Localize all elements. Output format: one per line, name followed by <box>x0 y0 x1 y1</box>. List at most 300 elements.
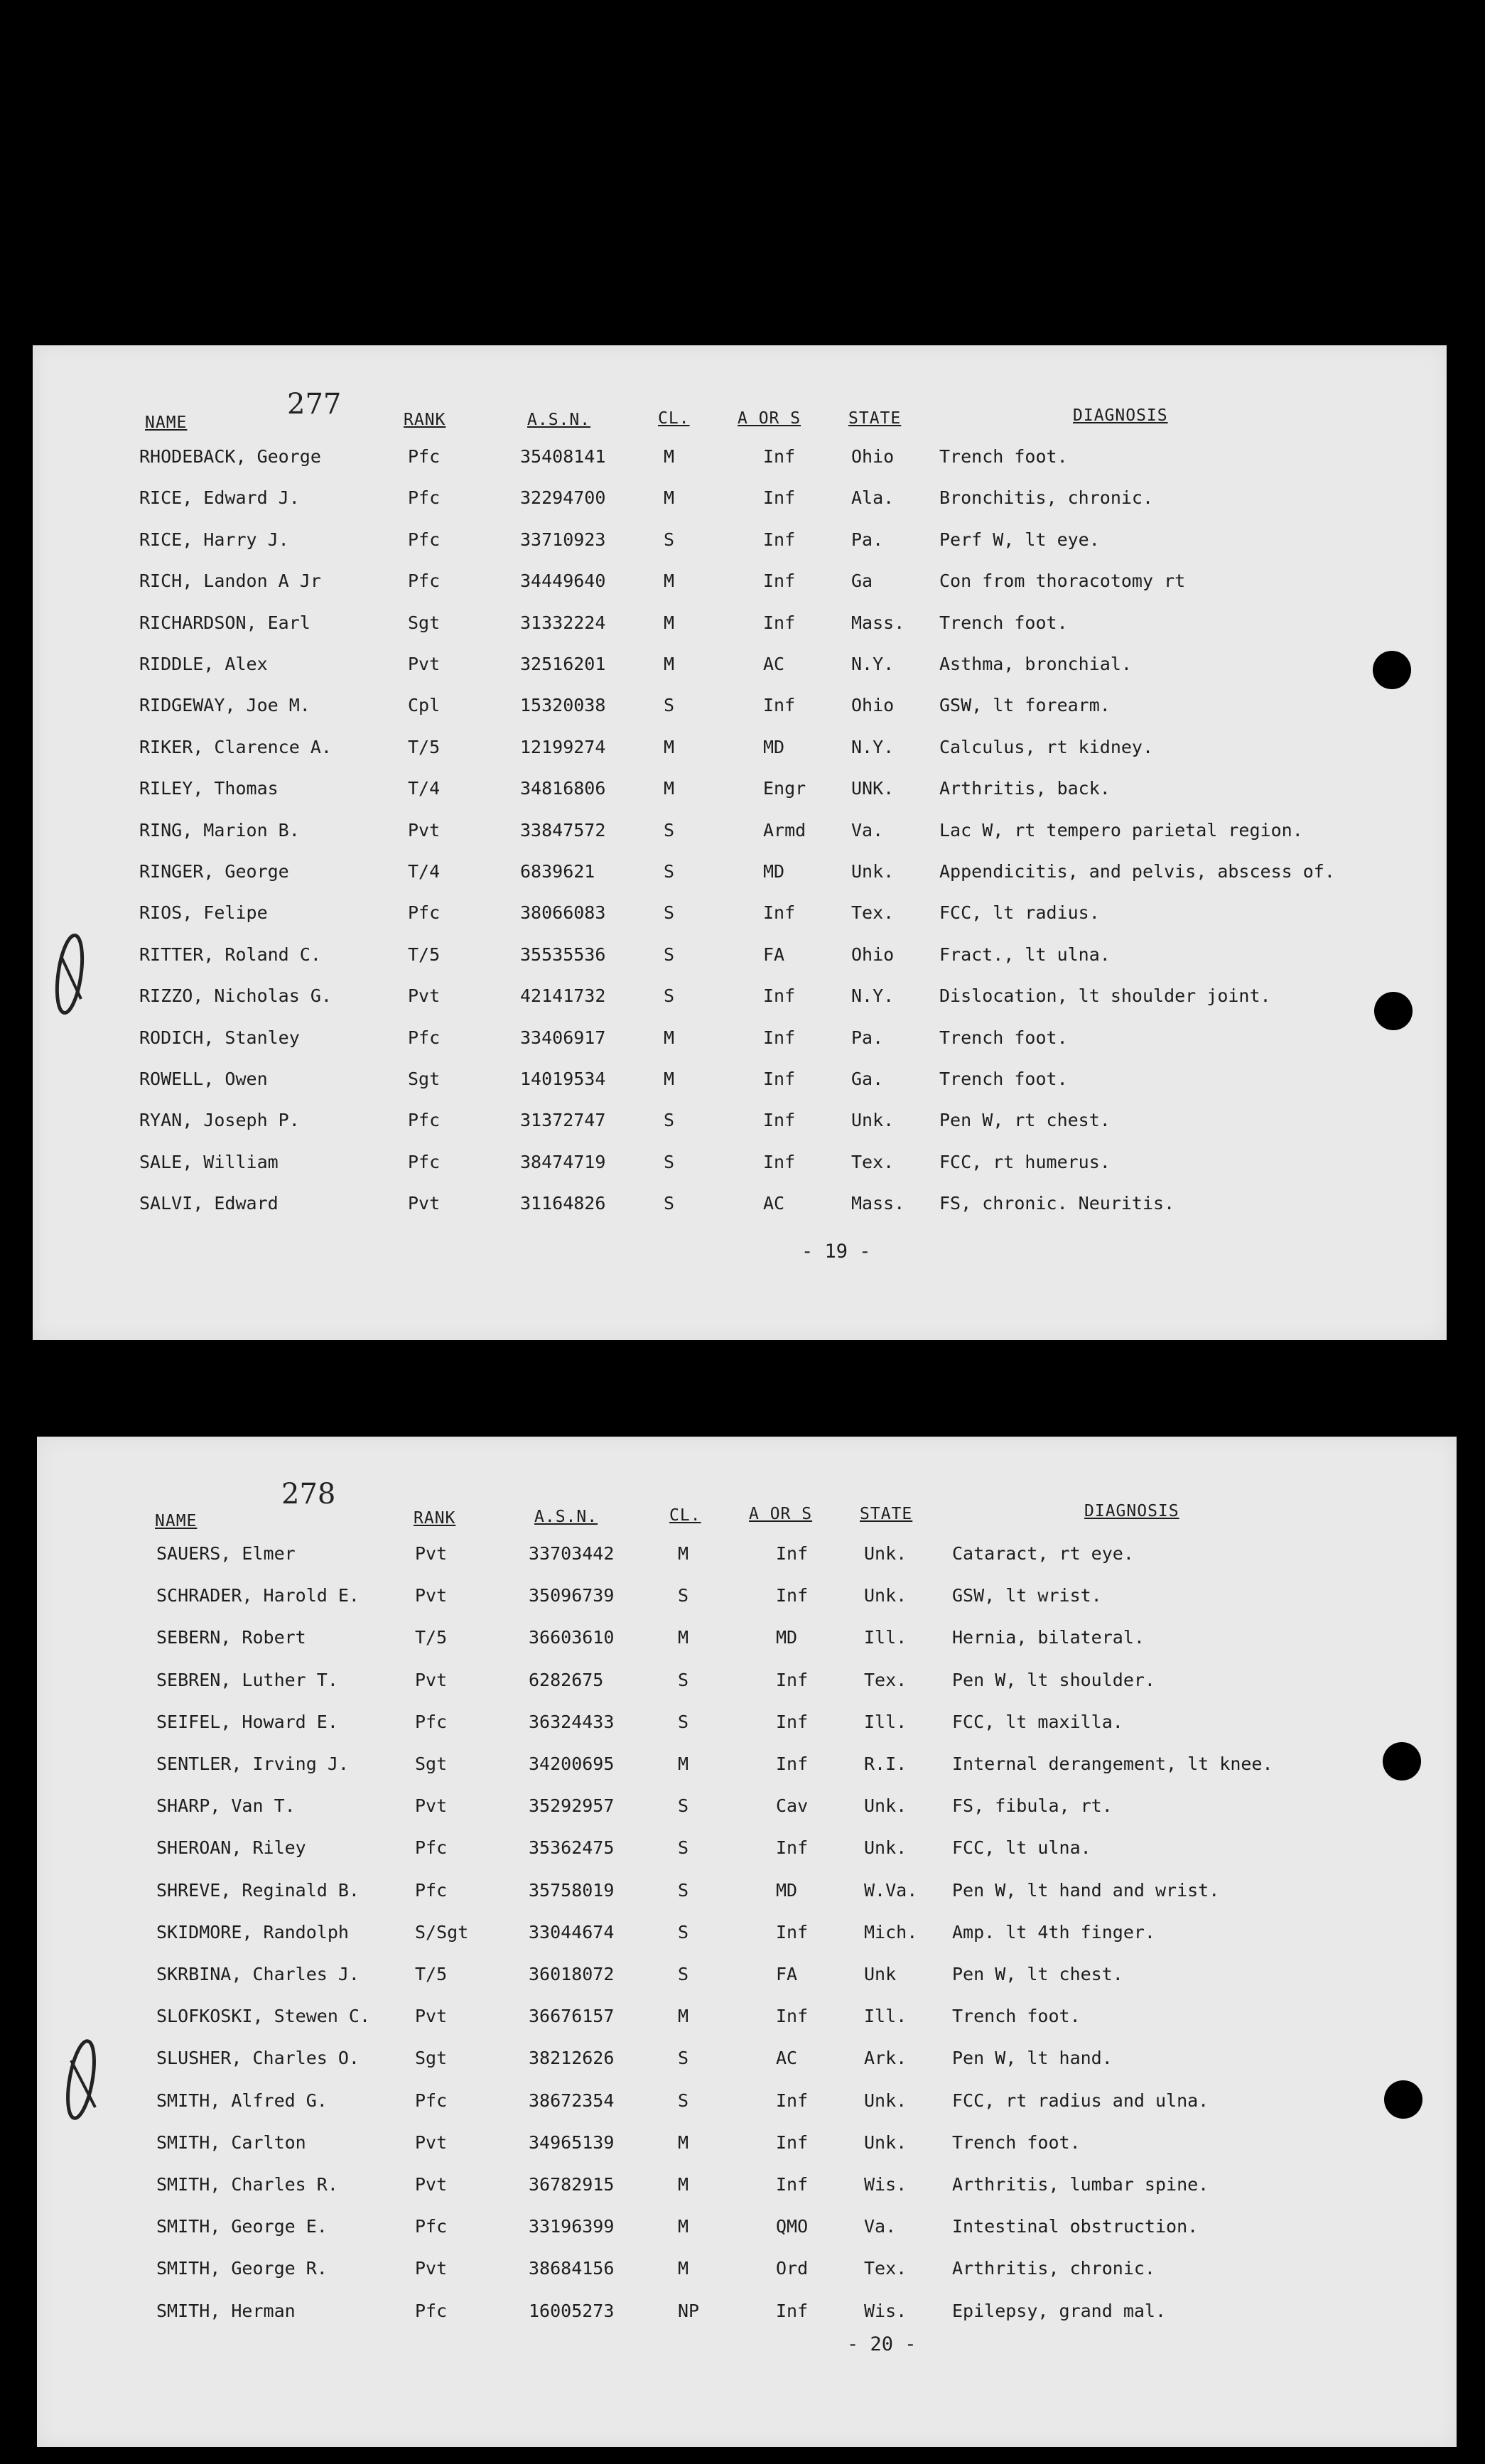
cell-name: RIZZO, Nicholas G. <box>139 985 332 1007</box>
cell-name: RICHARDSON, Earl <box>139 612 310 633</box>
cell-cl: M <box>664 654 675 674</box>
record-row <box>37 2174 1457 2211</box>
cell-cl: M <box>678 2258 689 2279</box>
cell-diagnosis: Calculus, rt kidney. <box>939 736 1154 757</box>
cell-rank: Pfc <box>408 1110 441 1131</box>
cell-diagnosis: Pen W, lt hand and wrist. <box>952 1879 1220 1901</box>
cell-arm: Inf <box>776 1585 809 1606</box>
record-row <box>33 654 1447 691</box>
record-row <box>37 1880 1457 1917</box>
cell-arm: Inf <box>763 1069 796 1089</box>
cell-cl: M <box>678 2174 689 2195</box>
punch-hole <box>1374 992 1413 1030</box>
cell-cl: M <box>678 1754 689 1774</box>
cell-name: RINGER, George <box>139 861 289 882</box>
punch-hole <box>1373 651 1411 689</box>
cell-cl: S <box>664 1151 675 1172</box>
cell-diagnosis: Appendicitis, and pelvis, abscess of. <box>939 861 1335 882</box>
cell-asn: 35408141 <box>520 446 606 467</box>
cell-rank: Pvt <box>408 819 441 841</box>
cell-arm: Inf <box>776 1921 809 1942</box>
cell-asn: 38684156 <box>529 2258 615 2279</box>
cell-asn: 31332224 <box>520 612 606 633</box>
page-number: - 19 - <box>801 1241 871 1263</box>
cell-rank: Pvt <box>415 1795 448 1817</box>
cell-diagnosis: Arthritis, back. <box>939 778 1111 799</box>
cell-arm: Inf <box>763 1110 796 1131</box>
cell-diagnosis: Trench foot. <box>939 1027 1068 1048</box>
cell-arm: Inf <box>763 571 796 592</box>
cell-asn: 33710923 <box>520 529 606 550</box>
cell-name: RICE, Edward J. <box>139 487 300 509</box>
cell-arm: Inf <box>776 2174 809 2195</box>
cell-name: SMITH, Alfred G. <box>156 2090 328 2111</box>
cell-rank: Pvt <box>415 2131 448 2153</box>
cell-arm: Inf <box>776 1543 809 1564</box>
cell-arm: Inf <box>763 487 796 509</box>
cell-diagnosis: Trench foot. <box>939 446 1068 467</box>
header-asn: A.S.N. <box>534 1508 598 1526</box>
cell-rank: Pfc <box>408 902 441 924</box>
record-row <box>33 612 1447 649</box>
cell-diagnosis: Bronchitis, chronic. <box>939 487 1154 509</box>
record-row <box>33 1193 1447 1230</box>
cell-state: Unk <box>864 1964 897 1984</box>
cell-rank: Cpl <box>408 695 441 716</box>
cell-asn: 15320038 <box>520 695 606 716</box>
cell-arm: Inf <box>763 985 796 1007</box>
cell-arm: Inf <box>763 695 796 716</box>
record-row <box>37 1585 1457 1622</box>
cell-name: SEBERN, Robert <box>156 1627 306 1648</box>
cell-arm: Inf <box>763 1027 796 1048</box>
cell-state: Ill. <box>864 1627 907 1648</box>
cell-asn: 32516201 <box>520 654 606 674</box>
cell-cl: M <box>664 612 675 633</box>
cell-state: Mass. <box>851 612 905 633</box>
page-number: - 20 - <box>847 2333 917 2355</box>
cell-state: R.I. <box>864 1754 907 1774</box>
header-name: NAME <box>145 414 188 432</box>
cell-diagnosis: Trench foot. <box>939 1069 1068 1089</box>
cell-rank: T/5 <box>415 1627 448 1648</box>
cell-rank: T/5 <box>408 736 441 757</box>
cell-asn: 16005273 <box>529 2300 615 2321</box>
cell-cl: S <box>664 902 675 924</box>
cell-state: Tex. <box>851 1151 895 1172</box>
cell-rank: Pvt <box>408 654 441 674</box>
cell-state: Ill. <box>864 1711 907 1732</box>
cell-state: Tex. <box>864 2258 907 2279</box>
cell-rank: Pfc <box>408 571 441 592</box>
cell-name: SKRBINA, Charles J. <box>156 1964 360 1984</box>
cell-cl: M <box>664 571 675 592</box>
cell-cl: S <box>664 985 675 1007</box>
cell-name: SKIDMORE, Randolph <box>156 1921 349 1942</box>
cell-asn: 34965139 <box>529 2131 615 2153</box>
cell-state: Mass. <box>851 1193 905 1214</box>
cell-rank: Pvt <box>408 985 441 1007</box>
cell-state: Unk. <box>864 1543 907 1564</box>
cell-diagnosis: Lac W, rt tempero parietal region. <box>939 819 1303 841</box>
cell-state: Ga. <box>851 1069 884 1089</box>
record-row <box>33 778 1447 815</box>
cell-state: Unk. <box>864 1585 907 1606</box>
card-number: 278 <box>281 1478 336 1511</box>
cell-cl: S <box>664 1193 675 1214</box>
cell-asn: 36324433 <box>529 1711 615 1732</box>
cell-asn: 33847572 <box>520 819 606 841</box>
cell-rank: Pvt <box>415 2006 448 2027</box>
cell-asn: 33196399 <box>529 2216 615 2237</box>
cell-state: Tex. <box>851 902 895 924</box>
cell-name: SCHRADER, Harold E. <box>156 1585 360 1606</box>
cell-asn: 34816806 <box>520 778 606 799</box>
cell-diagnosis: Epilepsy, grand mal. <box>952 2300 1167 2321</box>
handwritten-mark <box>57 2033 107 2126</box>
cell-name: SHREVE, Reginald B. <box>156 1879 360 1901</box>
header-state: STATE <box>860 1505 913 1523</box>
handwritten-mark <box>48 928 91 1020</box>
cell-rank: Pfc <box>415 1837 448 1859</box>
cell-rank: Pfc <box>408 487 441 509</box>
cell-state: UNK. <box>851 778 895 799</box>
cell-rank: Pfc <box>408 446 441 467</box>
cell-rank: Pfc <box>415 1711 448 1732</box>
cell-rank: T/5 <box>408 944 441 965</box>
record-row <box>37 1627 1457 1664</box>
cell-rank: T/4 <box>408 778 441 799</box>
cell-cl: S <box>678 2048 689 2069</box>
header-a-or-s: A OR S <box>749 1505 813 1523</box>
cell-name: SHEROAN, Riley <box>156 1837 306 1859</box>
cell-arm: Inf <box>763 902 796 924</box>
cell-state: N.Y. <box>851 654 895 674</box>
cell-name: SMITH, Herman <box>156 2300 296 2321</box>
cell-asn: 31372747 <box>520 1110 606 1131</box>
cell-asn: 36676157 <box>529 2006 615 2027</box>
cell-asn: 36603610 <box>529 1627 615 1648</box>
record-row <box>33 820 1447 857</box>
cell-cl: S <box>664 944 675 965</box>
cell-diagnosis: GSW, lt wrist. <box>952 1585 1102 1606</box>
cell-arm: AC <box>763 1193 785 1214</box>
cell-arm: Cav <box>776 1795 809 1817</box>
cell-arm: MD <box>776 1879 798 1901</box>
cell-rank: Sgt <box>415 2048 448 2069</box>
cell-asn: 6282675 <box>529 1669 604 1690</box>
cell-state: Unk. <box>851 861 895 882</box>
cell-rank: Pvt <box>415 1543 448 1564</box>
cell-cl: S <box>664 861 675 882</box>
cell-diagnosis: Trench foot. <box>939 612 1068 633</box>
cell-name: SEIFEL, Howard E. <box>156 1711 338 1732</box>
cell-asn: 42141732 <box>520 985 606 1007</box>
cell-name: RILEY, Thomas <box>139 778 279 799</box>
cell-cl: M <box>664 1027 675 1048</box>
cell-asn: 14019534 <box>520 1069 606 1089</box>
cell-name: RICH, Landon A Jr <box>139 571 321 592</box>
cell-state: Pa. <box>851 529 884 550</box>
record-row <box>33 902 1447 939</box>
cell-arm: Inf <box>776 1711 809 1732</box>
cell-diagnosis: Internal derangement, lt knee. <box>952 1754 1273 1774</box>
cell-cl: S <box>678 1964 689 1984</box>
cell-cl: S <box>664 1110 675 1131</box>
cell-rank: Pfc <box>408 1027 441 1048</box>
cell-cl: S <box>664 695 675 716</box>
record-row <box>37 2258 1457 2295</box>
cell-asn: 33703442 <box>529 1543 615 1564</box>
header-rank: RANK <box>414 1509 456 1528</box>
cell-name: SAUERS, Elmer <box>156 1543 296 1564</box>
cell-name: SALVI, Edward <box>139 1193 279 1214</box>
cell-name: SMITH, Carlton <box>156 2131 306 2153</box>
cell-diagnosis: Pen W, lt shoulder. <box>952 1669 1155 1690</box>
cell-cl: M <box>678 1543 689 1564</box>
cell-diagnosis: Hernia, bilateral. <box>952 1627 1145 1648</box>
cell-cl: S <box>678 2090 689 2111</box>
header-cl: CL. <box>658 409 690 428</box>
cell-name: RIOS, Felipe <box>139 902 268 924</box>
cell-cl: S <box>678 1795 689 1817</box>
cell-cl: S <box>678 1921 689 1942</box>
cell-cl: NP <box>678 2300 700 2321</box>
cell-rank: Pvt <box>415 1669 448 1690</box>
cell-name: SLOFKOSKI, Stewen C. <box>156 2006 371 2027</box>
cell-rank: Pvt <box>408 1193 441 1214</box>
cell-state: Unk. <box>864 2131 907 2153</box>
cell-arm: Inf <box>776 2006 809 2027</box>
cell-asn: 36018072 <box>529 1964 615 1984</box>
cell-arm: AC <box>763 654 785 674</box>
record-row <box>37 2132 1457 2169</box>
cell-cl: M <box>664 446 675 467</box>
cell-diagnosis: GSW, lt forearm. <box>939 695 1111 716</box>
cell-arm: Inf <box>776 2300 809 2321</box>
header-a-or-s: A OR S <box>738 409 801 428</box>
record-row <box>33 1152 1447 1189</box>
cell-rank: Pfc <box>415 2216 448 2237</box>
cell-rank: Pvt <box>415 1585 448 1606</box>
cell-arm: Armd <box>763 819 806 841</box>
cell-diagnosis: Intestinal obstruction. <box>952 2216 1199 2237</box>
cell-rank: Sgt <box>415 1754 448 1774</box>
cell-rank: Sgt <box>408 1069 441 1089</box>
cell-state: Mich. <box>864 1921 918 1942</box>
cell-asn: 38474719 <box>520 1151 606 1172</box>
cell-state: Va. <box>864 2216 897 2237</box>
cell-state: Pa. <box>851 1027 884 1048</box>
cell-state: N.Y. <box>851 985 895 1007</box>
record-row <box>33 861 1447 898</box>
cell-state: Wis. <box>864 2300 907 2321</box>
record-row <box>33 985 1447 1022</box>
cell-rank: Pfc <box>408 529 441 550</box>
record-card-278 <box>37 1437 1457 2447</box>
record-row <box>37 2216 1457 2253</box>
cell-state: Ohio <box>851 446 895 467</box>
record-row <box>33 571 1447 607</box>
cell-asn: 32294700 <box>520 487 606 509</box>
record-row <box>37 2006 1457 2043</box>
record-row <box>33 446 1447 483</box>
cell-asn: 35535536 <box>520 944 606 965</box>
cell-name: RICE, Harry J. <box>139 529 289 550</box>
cell-asn: 36782915 <box>529 2174 615 2195</box>
cell-diagnosis: FCC, rt radius and ulna. <box>952 2090 1209 2111</box>
cell-state: Ark. <box>864 2048 907 2069</box>
cell-name: SENTLER, Irving J. <box>156 1754 349 1774</box>
cell-name: RHODEBACK, George <box>139 446 321 467</box>
cell-arm: Inf <box>776 1669 809 1690</box>
record-row <box>37 1795 1457 1832</box>
cell-asn: 35758019 <box>529 1879 615 1901</box>
cell-arm: Inf <box>763 529 796 550</box>
cell-cl: M <box>664 487 675 509</box>
cell-cl: S <box>678 1837 689 1859</box>
cell-cl: S <box>678 1669 689 1690</box>
cell-rank: Pfc <box>415 1879 448 1901</box>
cell-rank: Sgt <box>408 612 441 633</box>
cell-state: W.Va. <box>864 1879 918 1901</box>
cell-asn: 12199274 <box>520 736 606 757</box>
cell-cl: S <box>664 529 675 550</box>
cell-diagnosis: FCC, lt maxilla. <box>952 1711 1123 1732</box>
punch-hole <box>1383 1742 1421 1781</box>
cell-rank: Pfc <box>415 2300 448 2321</box>
card-number: 277 <box>287 388 342 421</box>
cell-asn: 38066083 <box>520 902 606 924</box>
cell-arm: AC <box>776 2048 798 2069</box>
cell-asn: 38672354 <box>529 2090 615 2111</box>
cell-asn: 35096739 <box>529 1585 615 1606</box>
cell-asn: 34449640 <box>520 571 606 592</box>
cell-cl: M <box>678 2216 689 2237</box>
cell-state: Ga <box>851 571 873 592</box>
cell-name: SHARP, Van T. <box>156 1795 296 1817</box>
cell-asn: 35362475 <box>529 1837 615 1859</box>
cell-name: SMITH, George E. <box>156 2216 328 2237</box>
cell-rank: Pfc <box>408 1151 441 1172</box>
cell-cl: S <box>678 1711 689 1732</box>
cell-state: Unk. <box>864 2090 907 2111</box>
cell-name: SLUSHER, Charles O. <box>156 2048 360 2069</box>
header-state: STATE <box>848 409 902 428</box>
record-row <box>37 1712 1457 1749</box>
cell-diagnosis: Arthritis, chronic. <box>952 2258 1155 2279</box>
cell-diagnosis: Trench foot. <box>952 2006 1081 2027</box>
record-row <box>37 2090 1457 2127</box>
cell-name: RIDDLE, Alex <box>139 654 268 674</box>
cell-cl: M <box>678 1627 689 1648</box>
record-row <box>33 1069 1447 1106</box>
cell-arm: Inf <box>776 2090 809 2111</box>
cell-diagnosis: Pen W, lt chest. <box>952 1964 1123 1984</box>
cell-asn: 6839621 <box>520 861 595 882</box>
cell-diagnosis: Trench foot. <box>952 2131 1081 2153</box>
cell-arm: MD <box>763 861 785 882</box>
cell-arm: Engr <box>763 778 806 799</box>
cell-diagnosis: FCC, rt humerus. <box>939 1151 1111 1172</box>
cell-name: RITTER, Roland C. <box>139 944 321 965</box>
header-name: NAME <box>155 1512 198 1530</box>
cell-asn: 33406917 <box>520 1027 606 1048</box>
cell-name: ROWELL, Owen <box>139 1069 268 1089</box>
cell-cl: M <box>678 2006 689 2027</box>
cell-diagnosis: Con from thoracotomy rt <box>939 571 1186 592</box>
record-row <box>37 1754 1457 1790</box>
record-row <box>33 944 1447 981</box>
record-row <box>37 1964 1457 2001</box>
record-row <box>37 1670 1457 1707</box>
cell-arm: MD <box>763 736 785 757</box>
cell-cl: M <box>678 2131 689 2153</box>
cell-name: SMITH, George R. <box>156 2258 328 2279</box>
cell-rank: T/5 <box>415 1964 448 1984</box>
cell-arm: Inf <box>763 446 796 467</box>
cell-name: RODICH, Stanley <box>139 1027 300 1048</box>
header-diagnosis: DIAGNOSIS <box>1084 1502 1179 1520</box>
record-card-277 <box>33 345 1447 1340</box>
record-row <box>37 2301 1457 2338</box>
record-row <box>33 487 1447 524</box>
cell-state: Va. <box>851 819 884 841</box>
cell-state: Wis. <box>864 2174 907 2195</box>
cell-state: Unk. <box>864 1795 907 1817</box>
cell-diagnosis: Fract., lt ulna. <box>939 944 1111 965</box>
record-row <box>37 1837 1457 1874</box>
record-row <box>33 1110 1447 1147</box>
cell-asn: 31164826 <box>520 1193 606 1214</box>
cell-state: Ohio <box>851 695 895 716</box>
cell-state: N.Y. <box>851 736 895 757</box>
cell-diagnosis: FCC, lt ulna. <box>952 1837 1091 1859</box>
cell-arm: Inf <box>776 1754 809 1774</box>
cell-asn: 35292957 <box>529 1795 615 1817</box>
cell-arm: FA <box>776 1964 798 1984</box>
cell-diagnosis: FS, chronic. Neuritis. <box>939 1193 1175 1214</box>
cell-asn: 38212626 <box>529 2048 615 2069</box>
cell-asn: 33044674 <box>529 1921 615 1942</box>
cell-asn: 34200695 <box>529 1754 615 1774</box>
cell-arm: QMO <box>776 2216 809 2237</box>
cell-cl: M <box>664 1069 675 1089</box>
cell-cl: S <box>664 819 675 841</box>
cell-rank: T/4 <box>408 861 441 882</box>
cell-diagnosis: Perf W, lt eye. <box>939 529 1100 550</box>
cell-arm: Inf <box>763 612 796 633</box>
cell-arm: Inf <box>776 1837 809 1859</box>
header-cl: CL. <box>669 1506 701 1525</box>
cell-state: Tex. <box>864 1669 907 1690</box>
record-row <box>33 695 1447 732</box>
cell-cl: M <box>664 736 675 757</box>
cell-state: Ill. <box>864 2006 907 2027</box>
cell-name: SALE, William <box>139 1151 279 1172</box>
record-row <box>33 737 1447 774</box>
cell-state: Unk. <box>851 1110 895 1131</box>
cell-name: SMITH, Charles R. <box>156 2174 338 2195</box>
cell-arm: MD <box>776 1627 798 1648</box>
record-row <box>33 529 1447 566</box>
cell-diagnosis: Dislocation, lt shoulder joint. <box>939 985 1271 1007</box>
record-row <box>37 2048 1457 2085</box>
cell-arm: FA <box>763 944 785 965</box>
cell-state: Ohio <box>851 944 895 965</box>
cell-diagnosis: Arthritis, lumbar spine. <box>952 2174 1209 2195</box>
cell-name: SEBREN, Luther T. <box>156 1669 338 1690</box>
